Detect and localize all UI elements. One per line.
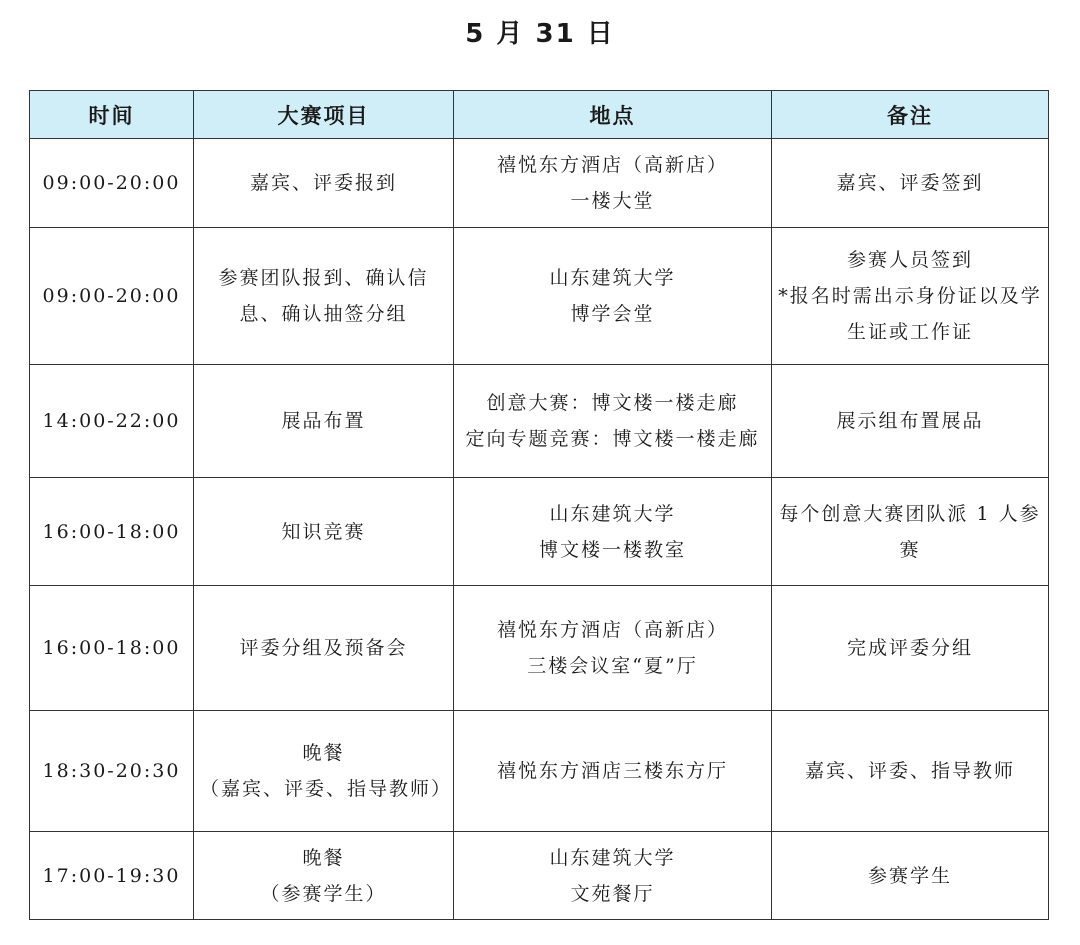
event-cell [194, 478, 454, 586]
note-cell [772, 139, 1049, 228]
time-cell: 18:30-20:30 [30, 711, 194, 832]
table-row [30, 139, 1049, 228]
note-cell [772, 478, 1049, 586]
location-line: 博学会堂 [570, 303, 655, 325]
header-event: 大赛项目 [194, 91, 454, 139]
location-line: 禧悦东方酒店（高新店） [496, 154, 728, 176]
event-line: 嘉宾、评委报到 [249, 172, 397, 194]
location-line: 山东建筑大学 [549, 267, 676, 289]
location-cell [454, 478, 772, 586]
note-line: *报名时需出示身份证以及学生证或工作证 [778, 285, 1042, 343]
note-cell [772, 365, 1049, 478]
note-line: 嘉宾、评委、指导教师 [804, 760, 1015, 782]
table-row [30, 586, 1049, 711]
location-cell [454, 586, 772, 711]
location-line: 博文楼一楼教室 [538, 538, 686, 561]
event-line: 展品布置 [281, 410, 366, 432]
location-line: 一楼大堂 [570, 190, 655, 212]
time-cell: 09:00-20:00 [30, 228, 194, 365]
note-cell [772, 586, 1049, 711]
note-line: 参赛学生 [867, 864, 952, 887]
location-cell [454, 711, 772, 832]
location-cell [454, 228, 772, 365]
location-line: 禧悦东方酒店（高新店） [496, 619, 728, 641]
table-row [30, 832, 1049, 920]
location-line: 山东建筑大学 [549, 502, 676, 525]
location-line: 定向专题竞赛：博文楼一楼走廊 [465, 428, 760, 450]
table-row [30, 711, 1049, 832]
location-line: 创意大赛：博文楼一楼走廊 [486, 392, 739, 414]
table-row [30, 228, 1049, 365]
note-line: 参赛人员签到 [846, 249, 973, 271]
note-cell [772, 711, 1049, 832]
event-line: 晚餐 [302, 742, 345, 764]
location-line: 山东建筑大学 [549, 846, 676, 869]
note-cell [772, 832, 1049, 920]
location-cell [454, 365, 772, 478]
table-row [30, 478, 1049, 586]
note-line: 完成评委分组 [846, 637, 973, 659]
note-line: 每个创意大赛团队派 1 人参赛 [779, 502, 1041, 561]
time-cell: 09:00-20:00 [30, 139, 194, 228]
event-cell [194, 139, 454, 228]
note-cell [772, 228, 1049, 365]
time-cell: 14:00-22:00 [30, 365, 194, 478]
header-note: 备注 [772, 91, 1049, 139]
time-cell: 17:00-19:30 [30, 832, 194, 920]
location-cell [454, 139, 772, 228]
location-line: 文苑餐厅 [570, 882, 655, 905]
header-location: 地点 [454, 91, 772, 139]
event-line: 参赛团队报到、确认信息、确认抽签分组 [218, 267, 429, 325]
event-cell [194, 365, 454, 478]
event-line: （参赛学生） [260, 882, 387, 905]
header-time: 时间 [30, 91, 194, 139]
time-cell: 16:00-18:00 [30, 478, 194, 586]
table-header-row [30, 91, 1049, 139]
page-title: 5 月 31 日 [465, 19, 615, 49]
event-cell [194, 228, 454, 365]
event-line: 晚餐 [302, 846, 345, 869]
event-cell [194, 711, 454, 832]
table-row [30, 365, 1049, 478]
event-line: 评委分组及预备会 [239, 637, 408, 659]
time-cell: 16:00-18:00 [30, 586, 194, 711]
note-line: 嘉宾、评委签到 [836, 172, 984, 194]
event-line: （嘉宾、评委、指导教师） [200, 778, 453, 800]
event-cell [194, 586, 454, 711]
location-cell [454, 832, 772, 920]
note-line: 展示组布置展品 [836, 410, 984, 432]
location-line: 禧悦东方酒店三楼东方厅 [496, 760, 728, 782]
event-line: 知识竞赛 [281, 520, 366, 543]
event-cell [194, 832, 454, 920]
location-line: 三楼会议室“夏”厅 [527, 655, 698, 677]
schedule-table [29, 90, 1049, 920]
